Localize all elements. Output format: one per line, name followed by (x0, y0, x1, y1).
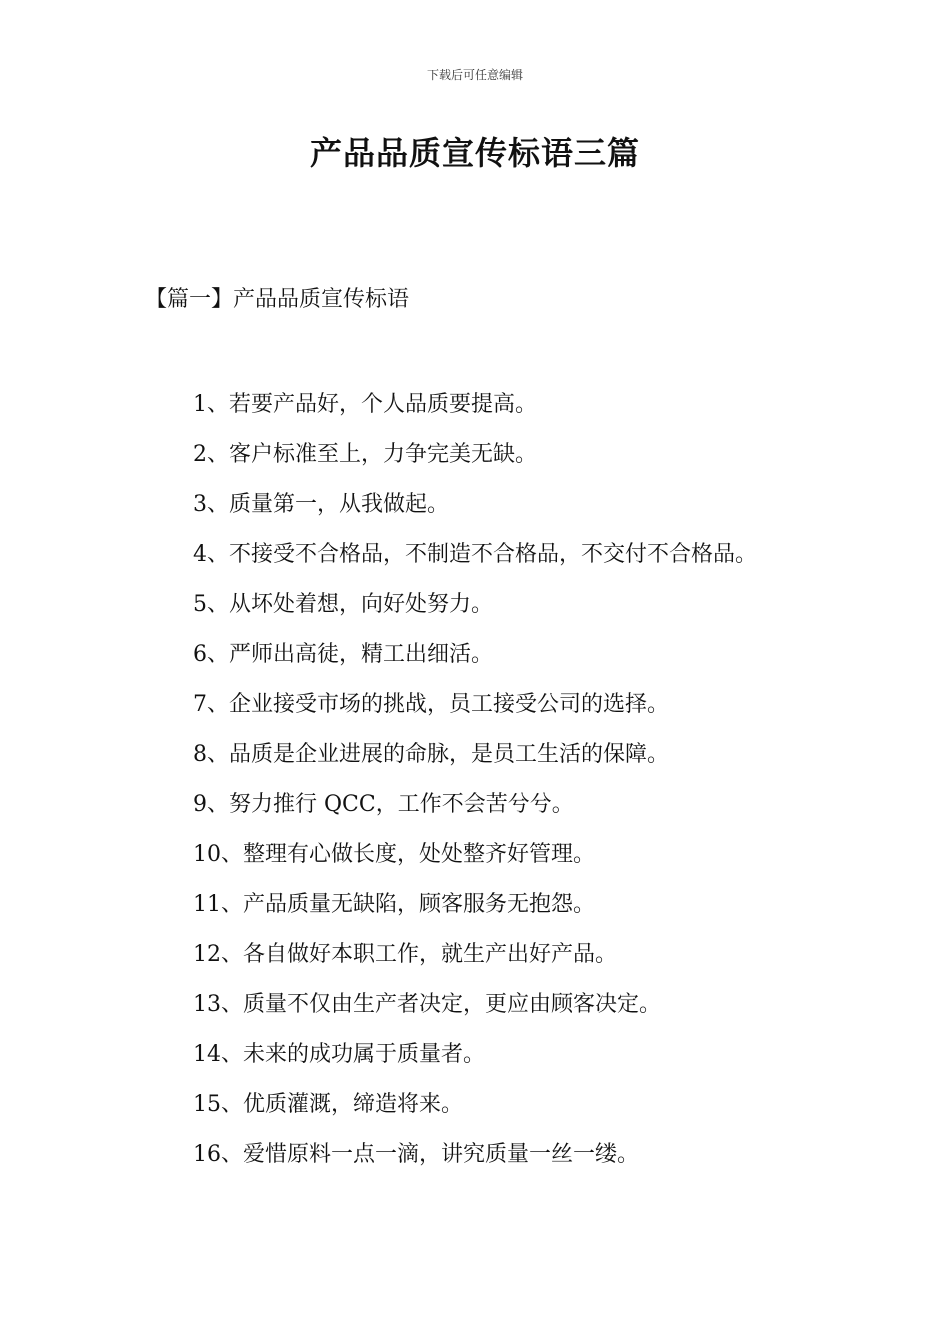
list-item: 6、严师出高徒，精工出细活。 (193, 642, 493, 667)
list-item: 16、爱惜原料一点一滴，讲究质量一丝一缕。 (193, 1142, 639, 1167)
list-item: 13、质量不仅由生产者决定，更应由顾客决定。 (193, 992, 661, 1017)
list-item: 12、各自做好本职工作，就生产出好产品。 (193, 942, 617, 967)
list-item: 2、客户标准至上，力争完美无缺。 (193, 442, 537, 467)
list-item: 3、质量第一，从我做起。 (193, 492, 449, 517)
list-item: 9、努力推行 QCC，工作不会苦兮兮。 (193, 792, 574, 817)
list-item: 11、产品质量无缺陷，顾客服务无抱怨。 (193, 892, 595, 917)
list-item: 1、若要产品好，个人品质要提高。 (193, 392, 537, 417)
list-item: 15、优质灌溉，缔造将来。 (193, 1092, 463, 1117)
list-item: 7、企业接受市场的挑战，员工接受公司的选择。 (193, 692, 669, 717)
list-item: 14、未来的成功属于质量者。 (193, 1042, 485, 1067)
list-item: 5、从坏处着想，向好处努力。 (193, 592, 493, 617)
list-item: 8、品质是企业进展的命脉，是员工生活的保障。 (193, 742, 669, 767)
slogan-list (145, 380, 815, 1180)
list-item: 4、不接受不合格品，不制造不合格品，不交付不合格品。 (193, 542, 757, 567)
list-item: 10、整理有心做长度，处处整齐好管理。 (193, 842, 595, 867)
header-note: 下载后可任意编辑 (426, 68, 523, 82)
page-title: 产品品质宣传标语三篇 (309, 134, 640, 172)
section-heading: 【篇一】产品品质宣传标语 (145, 287, 410, 312)
